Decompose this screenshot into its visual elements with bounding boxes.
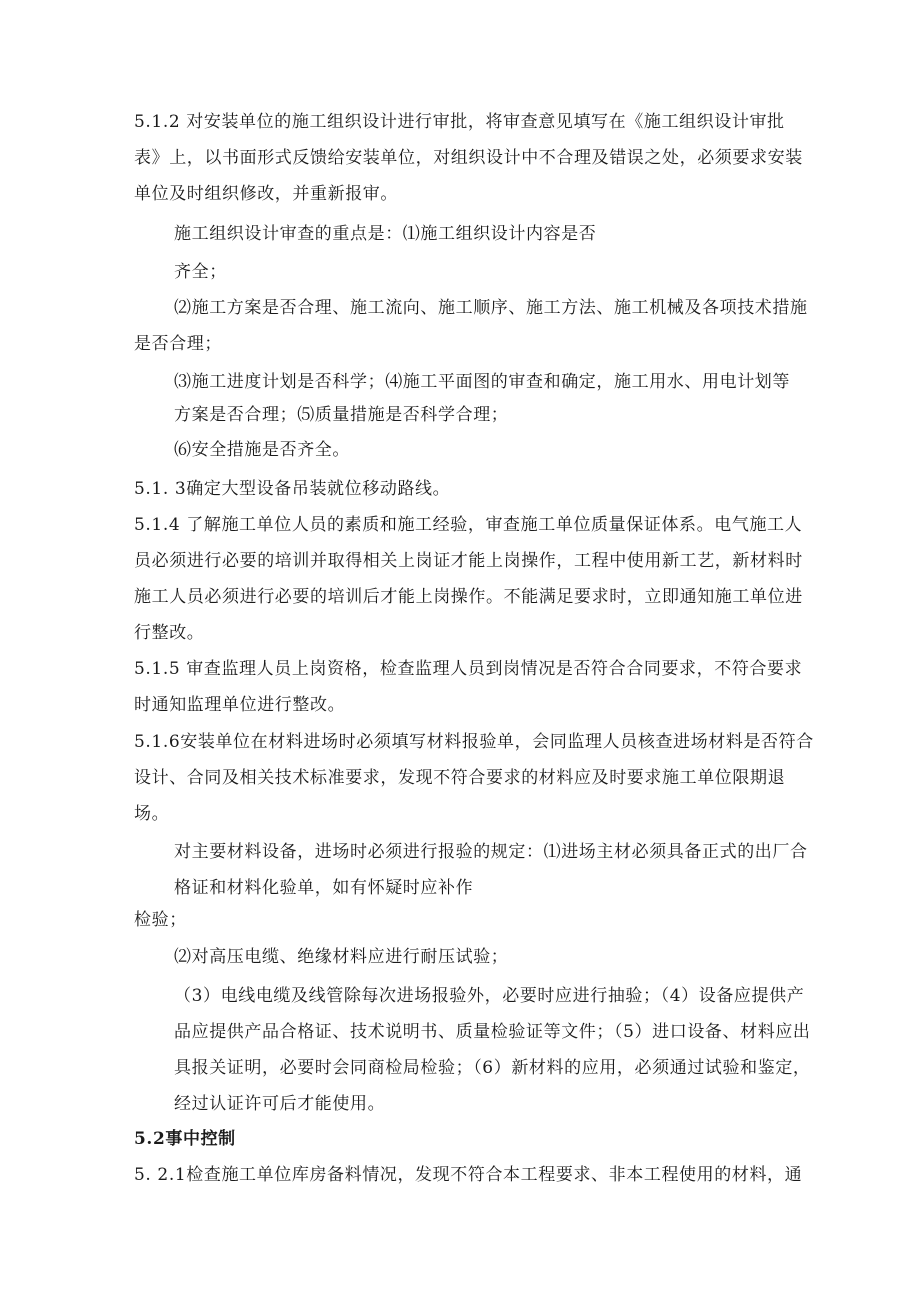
text-line: 5.1.2 对安装单位的施工组织设计进行审批，将审查意见填写在《施工组织设计审批: [134, 112, 785, 132]
text-line: 施工人员必须进行必要的培训后才能上岗操作。不能满足要求时，立即通知施工单位进: [134, 587, 803, 607]
text-line: 表》上，以书面形式反馈给安装单位，对组织设计中不合理及错误之处，必须要求安装: [134, 148, 803, 168]
text-line: 格证和材料化验单，如有怀疑时应补作: [174, 878, 474, 898]
text-line: 5. 2.1检查施工单位库房备料情况，发现不符合本工程要求、非本工程使用的材料，通: [134, 1165, 803, 1185]
section-heading: 5.2事中控制: [134, 1129, 236, 1149]
text-line: 齐全；: [174, 262, 227, 282]
text-line: 具报关证明，必要时会同商检局检验；（6）新材料的应用，必须通过试验和鉴定，: [174, 1058, 811, 1078]
text-line: ⑵施工方案是否合理、施工流向、施工顺序、施工方法、施工机械及各项技术措施: [174, 298, 808, 318]
text-line: 5.1. 3确定大型设备吊装就位移动路线。: [134, 479, 451, 499]
text-line: （3）电线电缆及线管除每次进场报验外，必要时应进行抽验；（4）设备应提供产: [174, 986, 805, 1006]
text-line: 方案是否合理；⑸质量措施是否科学合理；: [174, 405, 509, 425]
text-line: ⑶施工进度计划是否科学；⑷施工平面图的审查和确定，施工用水、用电计划等: [174, 372, 790, 392]
text-line: 对主要材料设备，进场时必须进行报验的规定：⑴进场主材必须具备正式的出厂合: [174, 842, 808, 862]
text-line: 经过认证许可后才能使用。: [174, 1094, 386, 1114]
text-line: 时通知监理单位进行整改。: [134, 695, 346, 715]
text-line: 设计、合同及相关技术标准要求，发现不符合要求的材料应及时要求施工单位限期退: [134, 768, 786, 788]
text-line: 检验；: [134, 910, 187, 930]
text-line: 是否合理；: [134, 334, 222, 354]
text-line: ⑹安全措施是否齐全。: [174, 440, 350, 460]
text-line: 施工组织设计审查的重点是：⑴施工组织设计内容是否: [174, 224, 597, 244]
text-line: 行整改。: [134, 623, 205, 643]
text-line: 5.1.6安装单位在材料进场时必须填写材料报验单，会同监理人员核查进场材料是否符合: [134, 732, 814, 752]
text-line: 员必须进行必要的培训并取得相关上岗证才能上岗操作，工程中使用新工艺，新材料时: [134, 551, 803, 571]
text-line: 品应提供产品合格证、技术说明书、质量检验证等文件；（5）进口设备、材料应出: [174, 1022, 811, 1042]
text-line: 场。: [134, 804, 170, 824]
text-line: 单位及时组织修改，并重新报审。: [134, 184, 398, 204]
text-line: 5.1.4 了解施工单位人员的素质和施工经验，审查施工单位质量保证体系。电气施工人: [134, 515, 803, 535]
text-line: ⑵对高压电缆、绝缘材料应进行耐压试验；: [174, 947, 509, 967]
text-line: 5.1.5 审查监理人员上岗资格，检查监理人员到岗情况是否符合合同要求，不符合要求: [134, 659, 803, 679]
